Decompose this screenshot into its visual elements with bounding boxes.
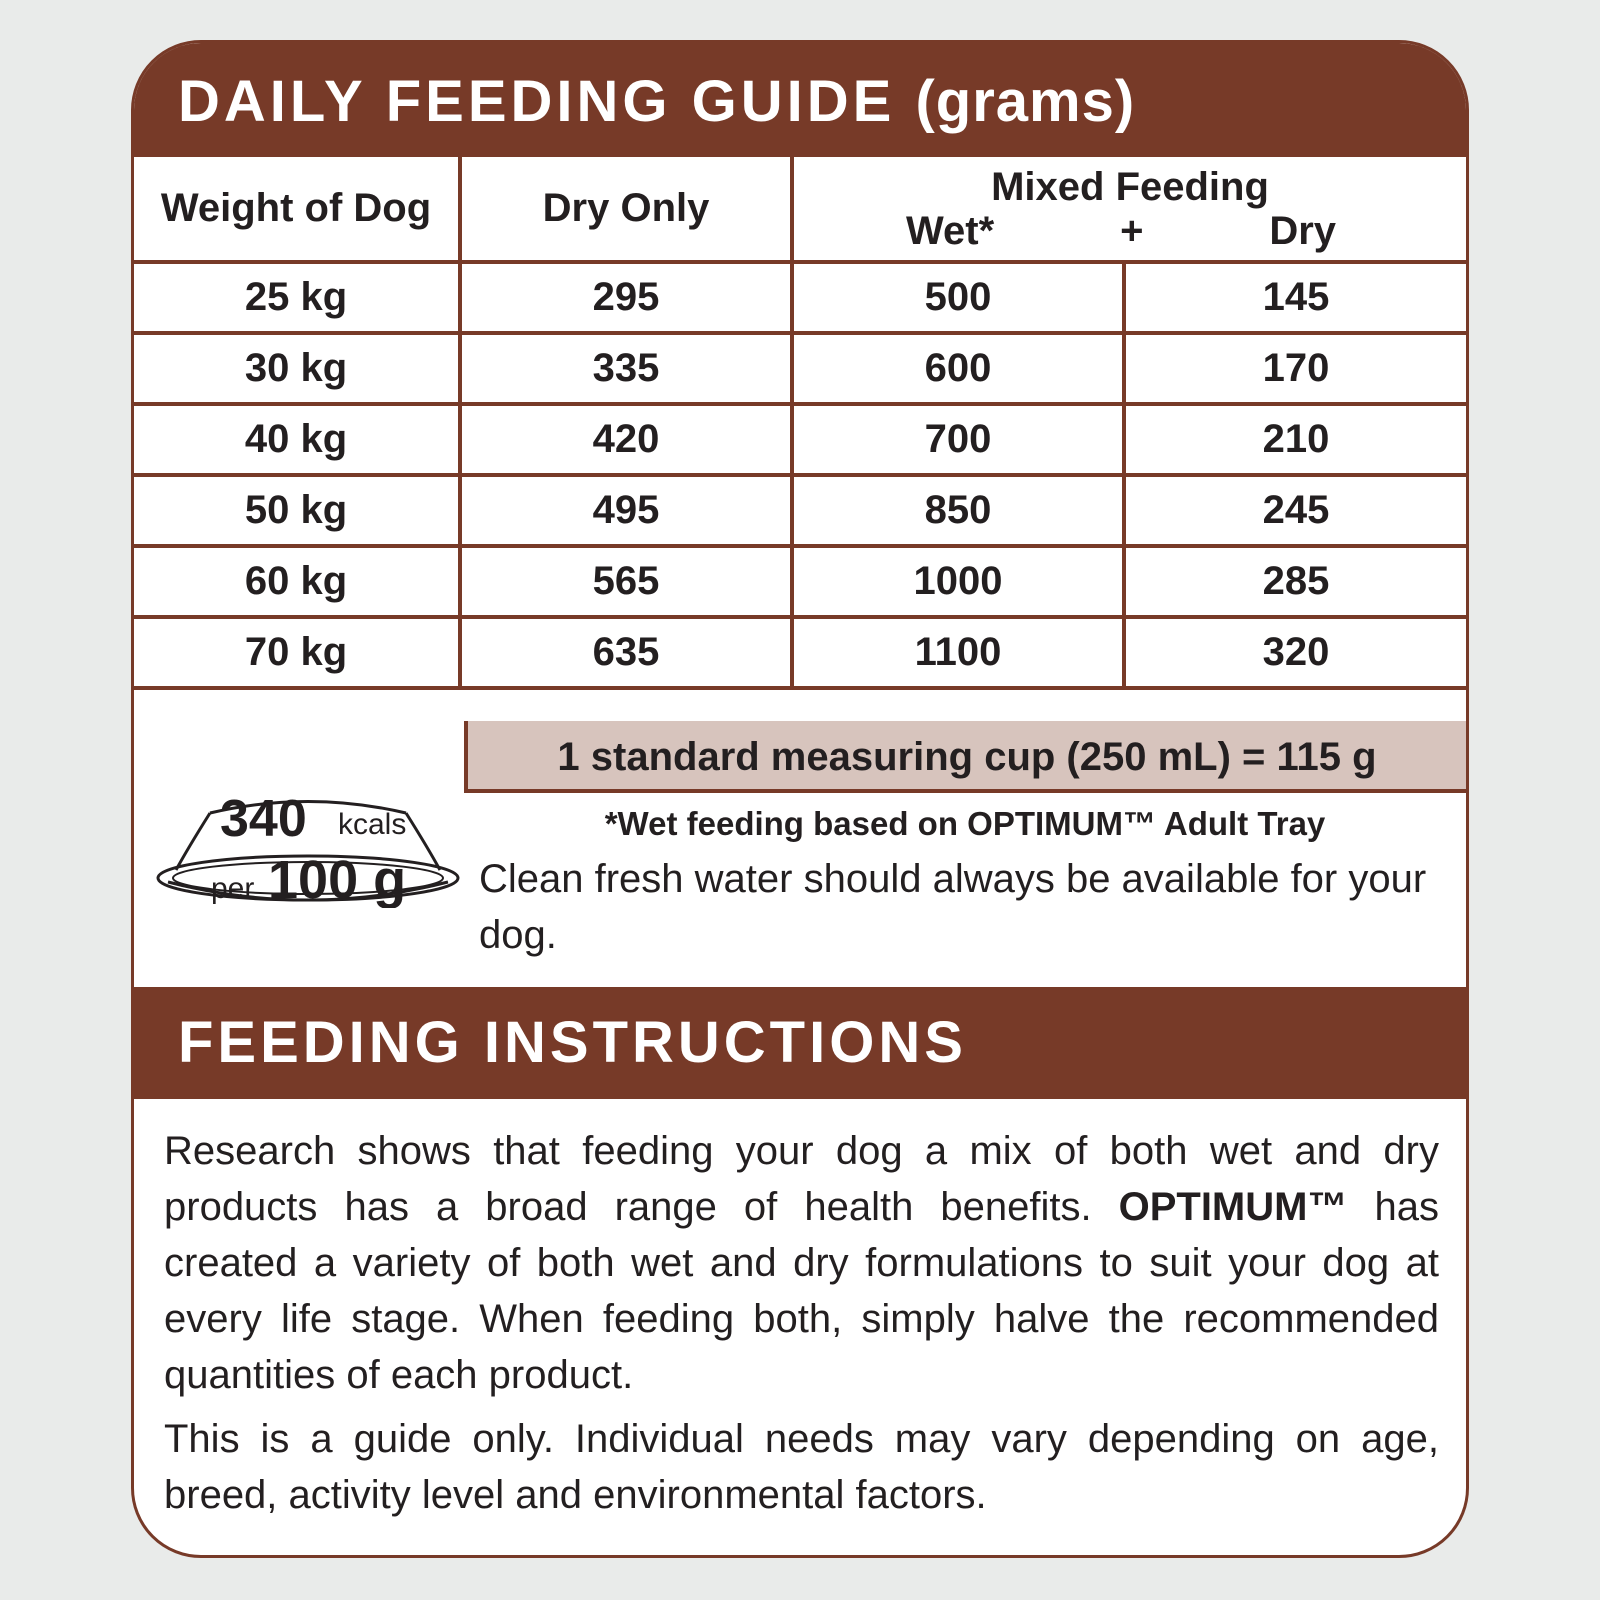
cell-dry: 145 xyxy=(1124,262,1466,333)
cell-dry: 170 xyxy=(1124,333,1466,404)
table-row xyxy=(134,404,1466,475)
instructions-body xyxy=(164,1123,1439,1531)
feeding-table xyxy=(134,153,1466,690)
instructions-paragraph-1 xyxy=(164,1123,1439,1403)
header-plus: + xyxy=(1120,208,1144,253)
cell-dry-only: 635 xyxy=(460,617,792,688)
cell-wet: 700 xyxy=(792,404,1124,475)
header-weight: Weight of Dog xyxy=(134,155,460,262)
cell-dry-only: 495 xyxy=(460,475,792,546)
cell-dry-only: 335 xyxy=(460,333,792,404)
guide-title: DAILY FEEDING GUIDE xyxy=(178,69,896,134)
per-amount: 100 g xyxy=(268,850,407,908)
table-row xyxy=(134,546,1466,617)
cell-dry: 245 xyxy=(1124,475,1466,546)
kcal-value: 340 xyxy=(220,790,307,848)
guide-header xyxy=(134,43,1466,153)
instructions-paragraph-2: This is a guide only. Individual needs may vary depending on age, breed, activity level and environmental factors. xyxy=(164,1417,1439,1517)
wet-feeding-note: *Wet feeding based on OPTIMUM™ Adult Tray xyxy=(604,805,1326,842)
cell-dry-only: 565 xyxy=(460,546,792,617)
cell-wet: 850 xyxy=(792,475,1124,546)
table-row xyxy=(134,333,1466,404)
table-row xyxy=(134,262,1466,333)
kcal-bowl-badge xyxy=(148,758,468,908)
instructions-text-1b: has created a variety of both wet and dry formulations to suit your dog at every life stage. When feeding both, simply halve the recommended quantities of each product. xyxy=(164,1185,1439,1397)
cell-weight: 25 kg xyxy=(134,262,460,333)
cell-wet: 500 xyxy=(792,262,1124,333)
measuring-cup-note: 1 standard measuring cup (250 mL) = 115 g xyxy=(464,721,1466,793)
cell-weight: 40 kg xyxy=(134,404,460,475)
water-note: Clean fresh water should always be available for your dog. xyxy=(479,857,1427,957)
cell-weight: 50 kg xyxy=(134,475,460,546)
instructions-header xyxy=(134,987,1466,1099)
header-dry: Dry xyxy=(1269,208,1337,253)
cell-dry-only: 420 xyxy=(460,404,792,475)
brand-name: OPTIMUM™ xyxy=(1118,1185,1348,1229)
header-wet: Wet* xyxy=(906,208,995,253)
table-header-row xyxy=(134,155,1466,262)
cell-weight: 30 kg xyxy=(134,333,460,404)
cell-wet: 1100 xyxy=(792,617,1124,688)
cell-dry: 285 xyxy=(1124,546,1466,617)
cell-weight: 70 kg xyxy=(134,617,460,688)
kcal-unit: kcals xyxy=(338,808,407,841)
cell-dry: 320 xyxy=(1124,617,1466,688)
cell-wet: 600 xyxy=(792,333,1124,404)
table-row xyxy=(134,617,1466,688)
guide-unit: (grams) xyxy=(915,69,1136,134)
table-row xyxy=(134,475,1466,546)
feeding-card xyxy=(131,40,1469,1558)
cell-wet: 1000 xyxy=(792,546,1124,617)
per-label: per xyxy=(211,872,255,905)
header-mixed-feeding xyxy=(792,155,1466,262)
instructions-text-1a: Research shows that feeding your dog a mix of both wet and dry products has a broad range of health benefits. xyxy=(164,1129,1439,1229)
cell-dry: 210 xyxy=(1124,404,1466,475)
header-dry-only: Dry Only xyxy=(460,155,792,262)
instructions-title: FEEDING INSTRUCTIONS xyxy=(178,1010,967,1075)
cell-weight: 60 kg xyxy=(134,546,460,617)
header-mixed-title: Mixed Feeding xyxy=(991,164,1269,209)
cell-dry-only: 295 xyxy=(460,262,792,333)
